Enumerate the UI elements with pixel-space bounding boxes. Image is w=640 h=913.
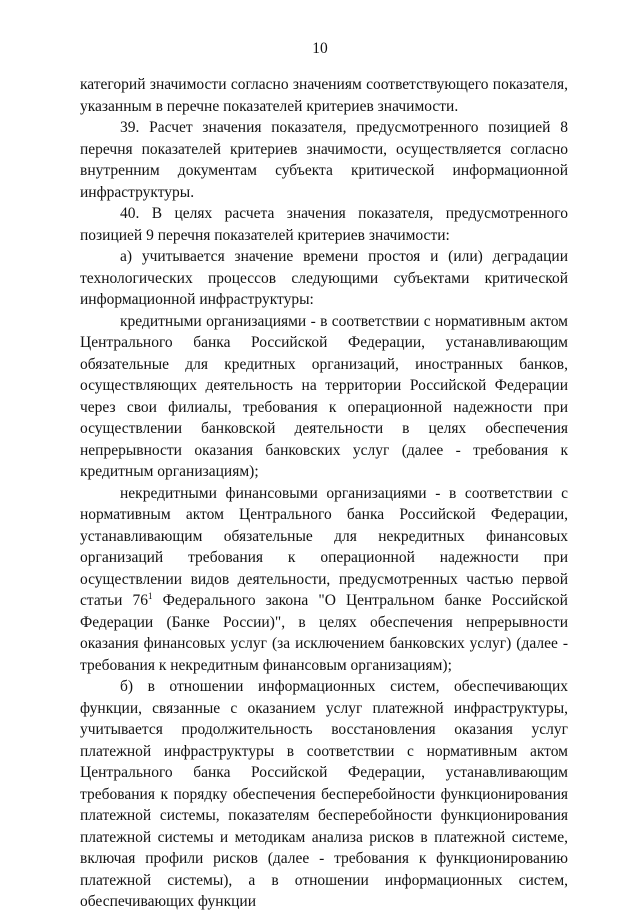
article-superscript: 1 — [148, 590, 153, 601]
paragraph-text-after-superscript: Федерального закона "О Центральном банке Российской Федерации (Банке России)", в целях обеспечения непрерывности оказания финансовых услуг (за исключением банковских услуг) (далее - требования к некредитным финансовым организациям); — [80, 592, 568, 674]
paragraph-credit-organizations: кредитными организациями - в соответствии с нормативным актом Центрального банка Российской Федерации, устанавливающим обязательные для кредитных организаций, иностранных банков, осуществляющих деятельность на территории Российской Федерации через свои филиалы, требования к операционной надежности при осуществлении банковской деятельности в целях обеспечения непрерывности оказания банковских услуг (далее - требования к кредитным организациям); — [80, 312, 568, 480]
paragraph-item-40: 40. В целях расчета значения показателя, предусмотренного позицией 9 перечня показателей критериев значимости: — [80, 205, 568, 244]
paragraph-subitem-b: б) в отношении информационных систем, обеспечивающих функции, связанные с оказанием услуг платежной инфраструктуры, учитывается продолжительность восстановления оказания услуг платежной инфраструктуры в соответствии с нормативным актом Центрального банка Российской Федерации, устанавливающим требования к порядку обеспечения бесперебойности функционирования платежной системы, показателям бесперебойности функционирования платежной системы и методикам анализа рисков в платежной системе, включая профили рисков (далее - требования к функционированию платежной системы), а в отношении информационных систем, обеспечивающих функции — [80, 678, 568, 910]
page-number: 10 — [312, 40, 328, 57]
paragraph-noncredit-organizations — [80, 483, 568, 677]
paragraph-continuation: категорий значимости согласно значениям соответствующего показателя, указанным в перечне показателей критериев значимости. — [80, 76, 568, 115]
paragraph-item-39: 39. Расчет значения показателя, предусмотренного позицией 8 перечня показателей критериев значимости, осуществляется согласно внутренним документам субъекта критической информационной инфраструктуры. — [80, 119, 568, 201]
paragraph-subitem-a: а) учитывается значение времени простоя и (или) деградации технологических процессов следующими субъектами критической информационной инфраструктуры: — [80, 248, 568, 308]
paragraph-text-before-superscript: некредитными финансовыми организациями - в соответствии с нормативным актом Центрального банка Российской Федерации, устанавливающим обязательные для некредитных финансовых организаций требования к операционной надежности при осуществлении видов деятельности, предусмотренных частью первой статьи 76 — [80, 484, 568, 609]
document-body — [80, 74, 568, 913]
